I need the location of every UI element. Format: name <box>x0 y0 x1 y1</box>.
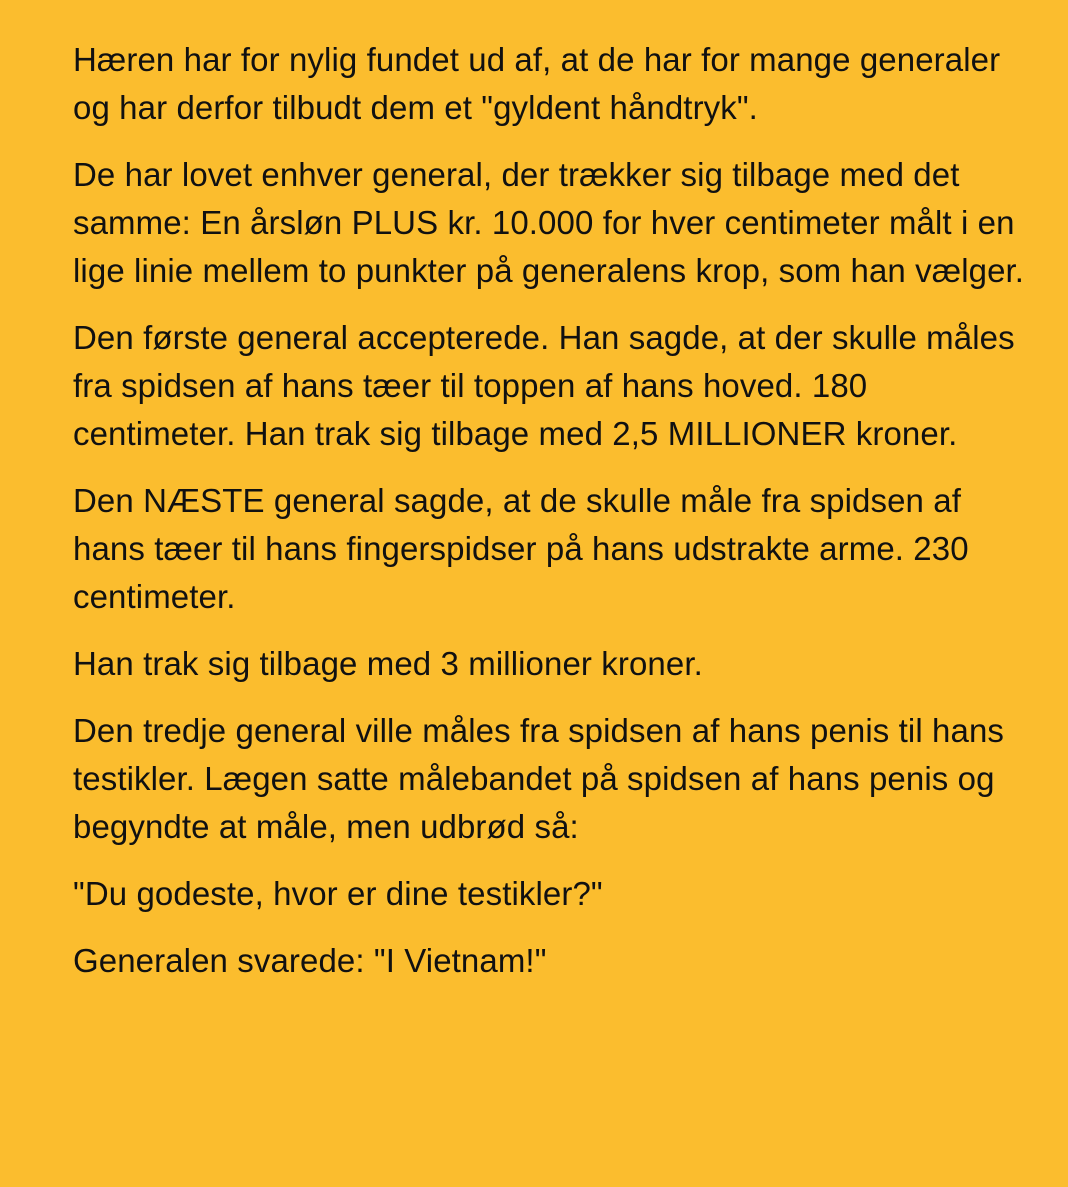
paragraph-third-general: Den tredje general ville måles fra spidsen af hans penis til hans testikler. Lægen satte målebandet på spidsen af hans penis og begyndte at måle, men udbrød så: <box>73 712 1005 845</box>
paragraph-first-general: Den første general accepterede. Han sagde, at der skulle måles fra spidsen af hans tæer til toppen af hans hoved. 180 centimeter. Han trak sig tilbage med 2,5 MILLIONER kroner. <box>73 319 1015 452</box>
paragraph-punchline: Generalen svarede: "I Vietnam!" <box>73 942 547 979</box>
paragraph-doctor-quote: "Du godeste, hvor er dine testikler?" <box>73 875 603 912</box>
paragraph-intro: Hæren har for nylig fundet ud af, at de har for mange generaler og har derfor tilbudt dem et "gyldent håndtryk". <box>73 41 1001 126</box>
joke-text-body <box>73 36 1033 985</box>
paragraph-second-general: Den NÆSTE general sagde, at de skulle måle fra spidsen af hans tæer til hans fingerspidser på hans udstrakte arme. 230 centimeter. <box>73 482 969 615</box>
paragraph-offer: De har lovet enhver general, der trækker sig tilbage med det samme: En årsløn PLUS kr. 10.000 for hver centimeter målt i en lige linie mellem to punkter på generalens krop, som han vælger. <box>73 156 1025 289</box>
paragraph-second-general-payout: Han trak sig tilbage med 3 millioner kroner. <box>73 645 703 682</box>
